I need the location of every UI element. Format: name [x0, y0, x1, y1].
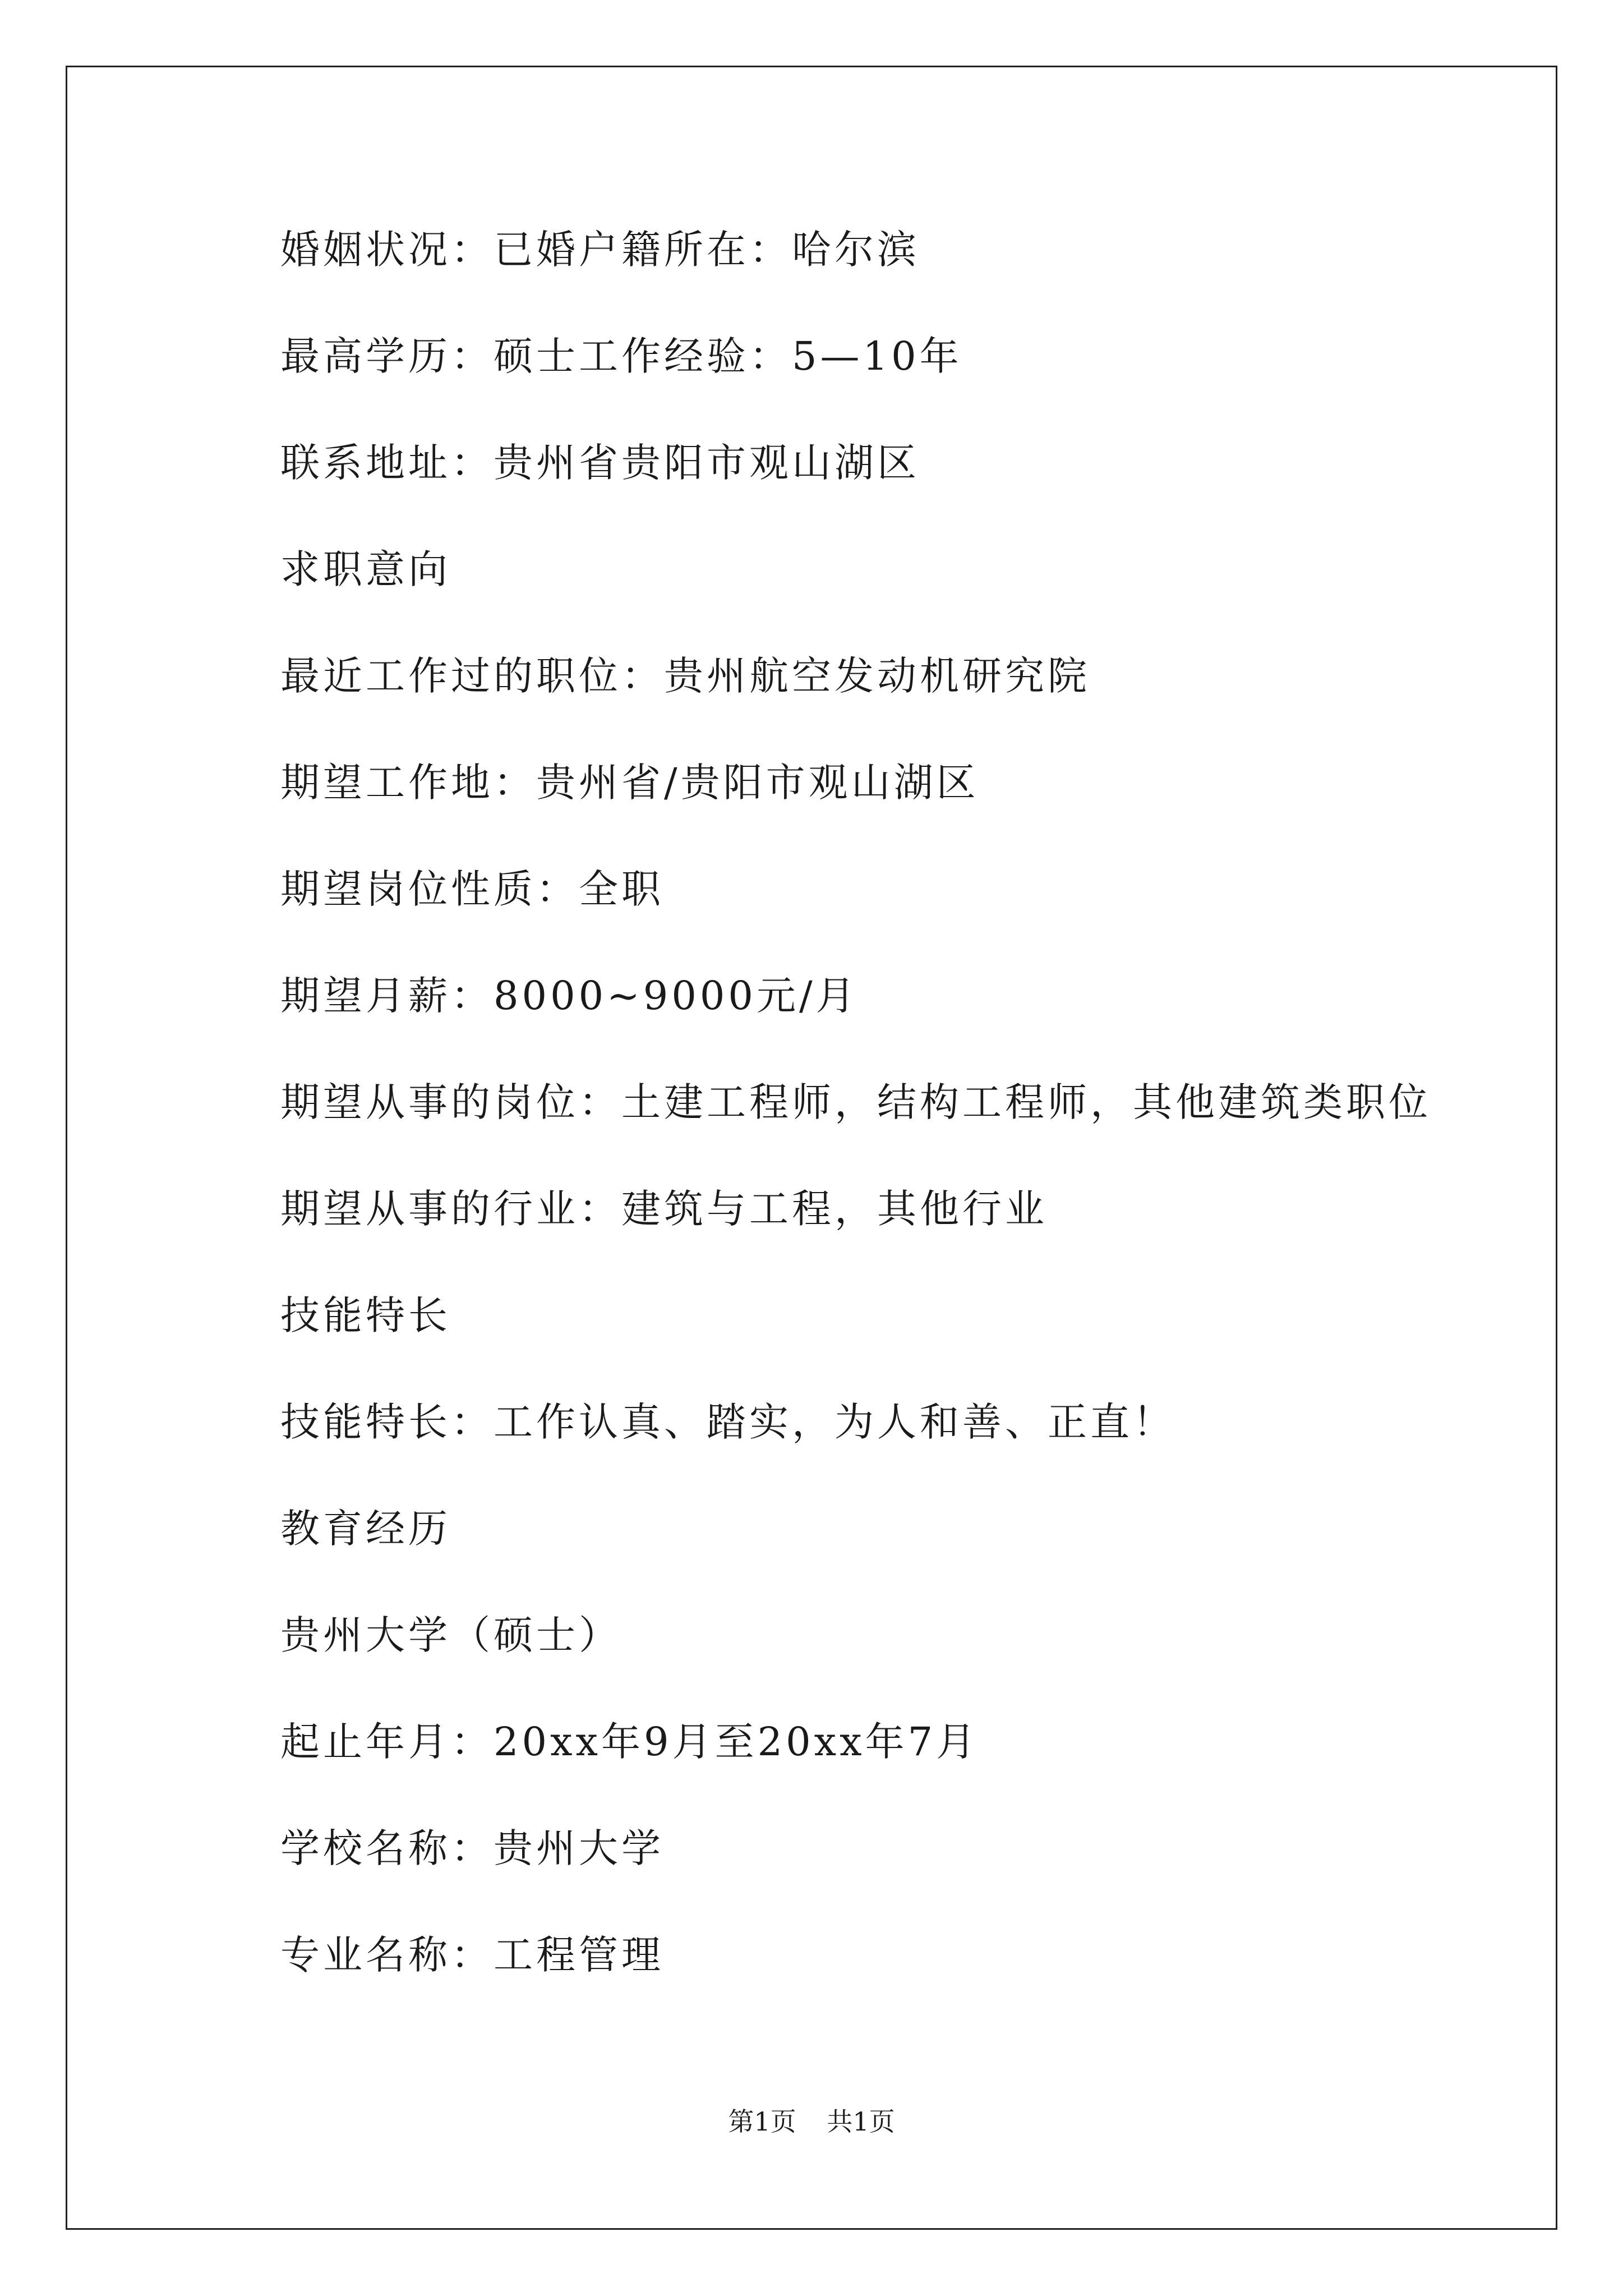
page-number-current: 第1页 [728, 2106, 796, 2137]
skills-line: 技能特长：工作认真、踏实，为人和善、正直！ [280, 1399, 1175, 1445]
page-footer [0, 2105, 1623, 2138]
recent-position-line: 最近工作过的职位：贵州航空发动机研究院 [280, 653, 1090, 699]
major-name-line: 专业名称：工程管理 [280, 1932, 664, 1978]
section-heading-skills: 技能特长 [280, 1292, 451, 1338]
page-border [66, 66, 1557, 2230]
job-type-line: 期望岗位性质：全职 [280, 866, 664, 912]
desired-salary-line: 期望月薪：8000~9000元/月 [280, 973, 859, 1019]
section-heading-job-intention: 求职意向 [280, 546, 451, 592]
page-number-total: 共1页 [827, 2106, 895, 2137]
address-line: 联系地址：贵州省贵阳市观山湖区 [280, 440, 920, 486]
education-experience-line: 最高学历：硕士工作经验：5—10年 [280, 333, 962, 379]
desired-industry-line: 期望从事的行业：建筑与工程，其他行业 [280, 1186, 1048, 1232]
marital-status-line: 婚姻状况：已婚户籍所在：哈尔滨 [280, 227, 920, 273]
study-period-line: 起止年月：20xx年9月至20xx年7月 [280, 1719, 979, 1765]
desired-location-line: 期望工作地：贵州省/贵阳市观山湖区 [280, 760, 979, 806]
school-name-line: 学校名称：贵州大学 [280, 1825, 664, 1871]
desired-positions-line: 期望从事的岗位：土建工程师，结构工程师，其他建筑类职位 [280, 1079, 1431, 1125]
section-heading-education: 教育经历 [280, 1506, 451, 1552]
school-degree-line: 贵州大学（硕士） [280, 1612, 621, 1658]
